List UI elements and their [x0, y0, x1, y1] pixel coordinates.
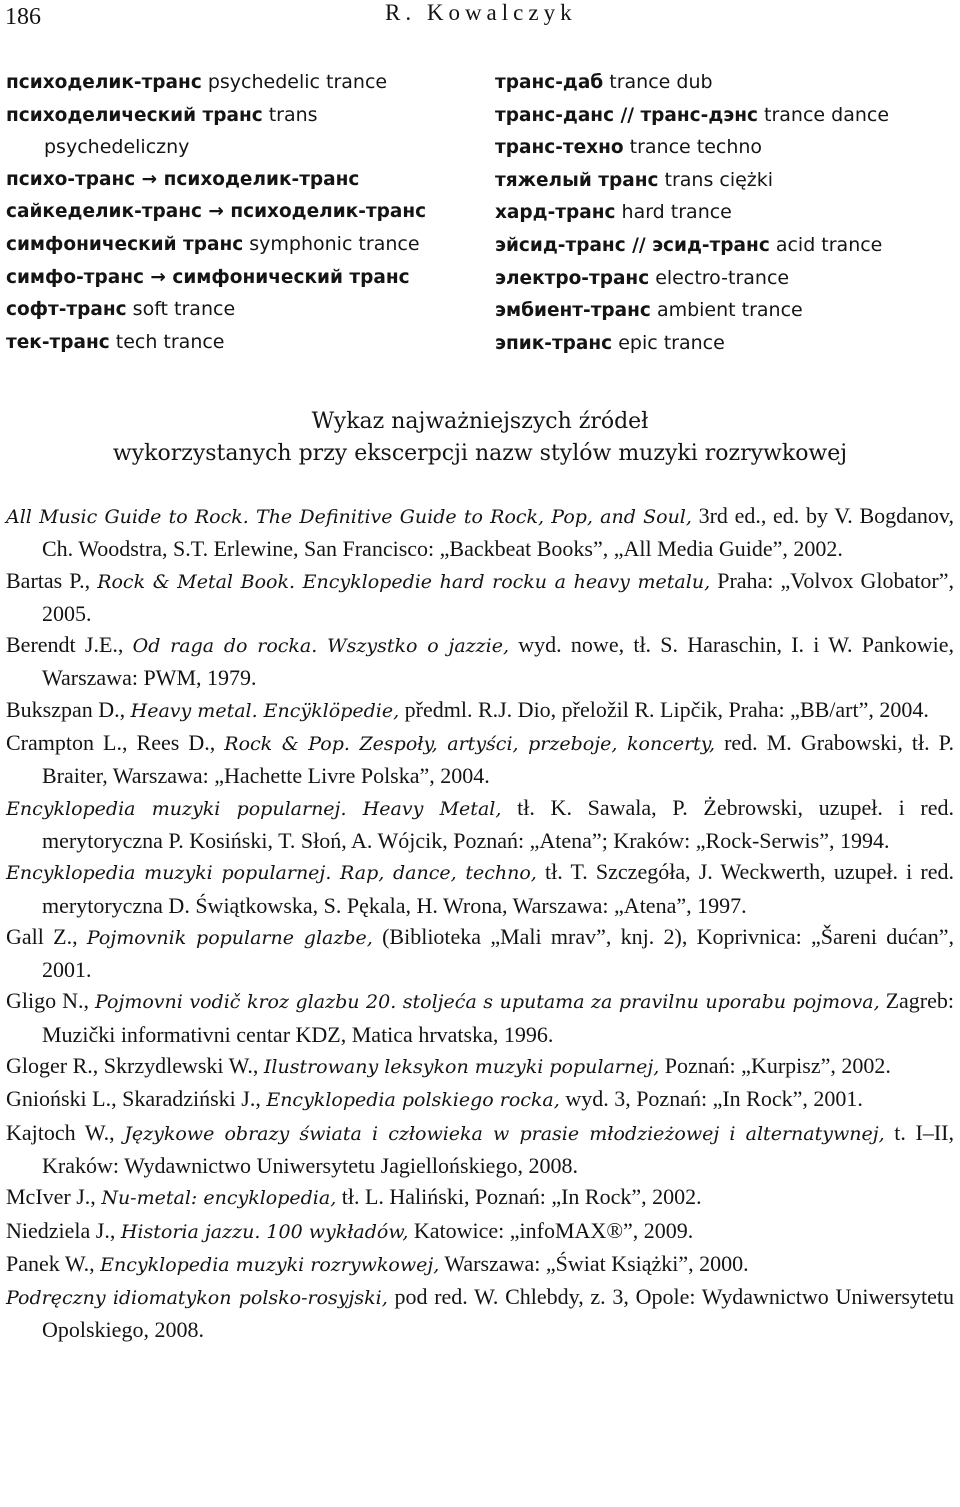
entry-text: Gnioński L., Skaradziński J., [6, 1086, 267, 1112]
bibliography-entry [6, 1050, 954, 1083]
glossary-entry [495, 327, 955, 360]
translation: trance techno [623, 136, 763, 159]
work-title: Encyklopedia muzyki rozrywkowej, [100, 1253, 440, 1276]
work-title: Od raga do rocka. Wszystko o jazzie, [132, 635, 510, 658]
translation: trance dance [757, 103, 890, 126]
translation: soft trance [126, 298, 236, 321]
work-title: Encyklopedia muzyki popularnej. Rap, dance, techno, [6, 862, 537, 885]
entry-text: Gall Z., [6, 923, 87, 949]
entry-text: McIver J., [6, 1184, 102, 1210]
entry-text: Berendt J.E., [6, 632, 133, 658]
work-title: Nu-metal: encyklopedia, [101, 1187, 337, 1210]
work-title: Rock & Pop. Zespoły, artyści, przeboje, koncerty, [224, 733, 716, 756]
glossary-entry [495, 262, 955, 295]
entry-text: tł. T. Szczegóła, J. Weckwerth, uzupeł. i red. merytoryczna D. Świątkowska, S. Pękala, H. Wrona, Warszawa: „Atena”, 1997. [42, 859, 954, 918]
entry-text: Bukszpan D., [6, 696, 131, 722]
glossary-right-column [495, 66, 955, 359]
translation: electro-trance [649, 266, 790, 289]
bibliography-entry [6, 629, 954, 694]
bibliography-entry [6, 1181, 954, 1214]
entry-text: red. M. Grabowski, tł. P. Braiter, Warszawa: „Hachette Livre Polska”, 2004. [42, 730, 954, 789]
bibliography-entry [6, 1083, 954, 1116]
russian-term: тяжелый транс [495, 169, 659, 191]
work-title: Encyklopedia muzyki popularnej. Heavy Metal, [6, 797, 502, 820]
bibliography-entry [6, 727, 954, 792]
bibliography-entry [6, 1215, 954, 1248]
entry-text: Praha: „Volvox Globator”, 2005. [42, 567, 954, 626]
entry-text: předml. R.J. Dio, přeložil R. Lipčik, Praha: „BB/art”, 2004. [399, 696, 929, 722]
entry-text: Niedziela J., [6, 1217, 121, 1243]
work-title: Językowe obrazy świata i człowieka w prasie młodzieżowej i alternatywnej, [124, 1122, 885, 1145]
bibliography-entry [6, 565, 954, 630]
bibliography-entry [6, 856, 954, 921]
bibliography-entry [6, 1281, 954, 1346]
page-number: 186 [5, 4, 41, 30]
translation: trance dub [603, 71, 713, 93]
entry-text: Gloger R., Skrzydlewski W., [6, 1053, 264, 1079]
russian-term: электро-транс [495, 267, 650, 289]
russian-term: тек-транс [6, 331, 110, 353]
section-heading-line-2: wykorzystanych przy ekscerpcji nazw stylów muzyki rozrywkowej [112, 441, 848, 466]
section-heading-line-1: Wykaz najważniejszych źródeł [311, 409, 649, 434]
work-title: All Music Guide to Rock. The Definitive Guide to Rock, Pop, and Soul, [6, 506, 692, 528]
russian-term: эйсид-транс // эсид-транс [495, 234, 770, 256]
work-title: Encyklopedia polskiego rocka, [266, 1089, 560, 1112]
glossary-entry [495, 164, 955, 197]
work-title: Rock & Metal Book. Encyklopedie hard rocku a heavy metalu, [97, 570, 711, 593]
bibliography-entry [6, 1248, 954, 1281]
work-title: Pojmovnik popularne glazbe, [86, 926, 373, 949]
entry-text: Gligo N., [6, 988, 95, 1014]
work-title: Ilustrowany leksykon muzyki popularnej, [263, 1056, 660, 1079]
work-title: Historia jazzu. 100 wykładów, [120, 1220, 409, 1243]
page-header [0, 0, 960, 40]
entry-text: Bartas P., [6, 567, 98, 593]
russian-term: софт-транс [6, 299, 127, 321]
entry-text: tł. L. Haliński, Poznań: „In Rock”, 2002. [336, 1184, 702, 1210]
russian-term: транс-техно [495, 137, 624, 159]
russian-term: психо-транс → психоделик-транс [6, 168, 360, 190]
glossary-entry [6, 293, 466, 326]
bibliography-entry [6, 694, 954, 727]
entry-text: Panek W., [6, 1250, 101, 1276]
entry-text: wyd. 3, Poznań: „In Rock”, 2001. [559, 1086, 863, 1112]
glossary-entry [6, 195, 466, 228]
work-title: Pojmovni vodič kroz glazbu 20. stoljeća s uputama za pravilnu uporabu pojmova, [94, 991, 880, 1014]
entry-text: Crampton L., Rees D., [6, 730, 225, 756]
running-head: R. Kowalczyk [385, 0, 577, 25]
translation: acid trance [769, 233, 883, 256]
glossary-entry [495, 131, 955, 164]
bibliography-entry [6, 500, 954, 565]
entry-text: Katowice: „infoMAX®”, 2009. [408, 1217, 694, 1243]
glossary-entry [6, 228, 466, 261]
glossary-left-column [6, 66, 466, 358]
russian-term: симфо-транс → симфонический транс [6, 266, 410, 288]
entry-text: pod red. W. Chlebdy, z. 3, Opole: Wydawnictwo Uniwersytetu Opolskiego, 2008. [42, 1284, 954, 1343]
entry-text: tł. K. Sawala, P. Żebrowski, uzupeł. i red. merytoryczna P. Kosiński, T. Słoń, A. Wójcik, Poznań: „Atena”; Kraków: „Rock-Serwis”, 1994. [42, 794, 955, 853]
section-heading [0, 406, 960, 470]
entry-text: 3rd ed., ed. by V. Bogdanov, Ch. Woodstra, S.T. Erlewine, San Francisco: „Backbeat Books”, „All Media Guide”, 2002. [42, 503, 954, 562]
entry-text: Warszawa: „Świat Książki”, 2000. [439, 1250, 749, 1276]
bibliography-entry [6, 985, 954, 1050]
glossary-entry [6, 99, 466, 163]
glossary-entry [495, 196, 955, 229]
glossary-entry [495, 229, 955, 262]
work-title: Heavy metal. Encÿklöpedie, [130, 699, 400, 722]
glossary-entry [6, 261, 466, 294]
russian-term: хард-транс [495, 202, 616, 224]
russian-term: психоделический транс [6, 104, 263, 126]
translation: trans psychedeliczny [44, 103, 318, 159]
russian-term: эпик-транс [495, 332, 613, 354]
bibliography-entry [6, 792, 954, 857]
entry-text: Poznań: „Kurpisz”, 2002. [659, 1053, 891, 1079]
glossary-entry [6, 163, 466, 196]
russian-term: психоделик-транс [6, 72, 202, 93]
glossary-entry [495, 66, 955, 99]
russian-term: эмбиент-транс [495, 300, 651, 322]
bibliography-entry [6, 921, 954, 986]
translation: trans ciężki [658, 168, 774, 191]
bibliography-list [6, 500, 954, 1346]
glossary-entry [6, 66, 466, 99]
translation: tech trance [109, 330, 225, 353]
translation: symphonic trance [243, 232, 420, 255]
russian-term: сайкеделик-транс → психоделик-транс [6, 201, 427, 223]
entry-text: (Biblioteka „Mali mrav”, knj. 2), Koprivnica: „Šareni dućan”, 2001. [42, 923, 954, 983]
russian-term: транс-данс // транс-дэнс [495, 104, 758, 126]
bibliography-entry [6, 1117, 954, 1182]
translation: hard trance [615, 201, 732, 224]
work-title: Podręczny idiomatykon polsko-rosyjski, [6, 1287, 388, 1310]
russian-term: симфонический транс [6, 233, 244, 255]
glossary-entry [495, 294, 955, 327]
russian-term: транс-даб [495, 72, 604, 93]
translation: ambient trance [650, 299, 803, 322]
glossary-entry [495, 99, 955, 132]
glossary-entry [6, 326, 466, 359]
entry-text: t. I–II, Kraków: Wydawnictwo Uniwersytetu Jagiellońskiego, 2008. [42, 1119, 954, 1178]
entry-text: Kajtoch W., [6, 1119, 125, 1145]
translation: psychedelic trance [201, 71, 388, 93]
translation: epic trance [612, 331, 725, 354]
entry-text: wyd. nowe, tł. S. Haraschin, I. i W. Pankowie, Warszawa: PWM, 1979. [42, 632, 954, 691]
entry-text: Zagreb: Muzički informativni centar KDZ, Matica hrvatska, 1996. [42, 988, 955, 1047]
